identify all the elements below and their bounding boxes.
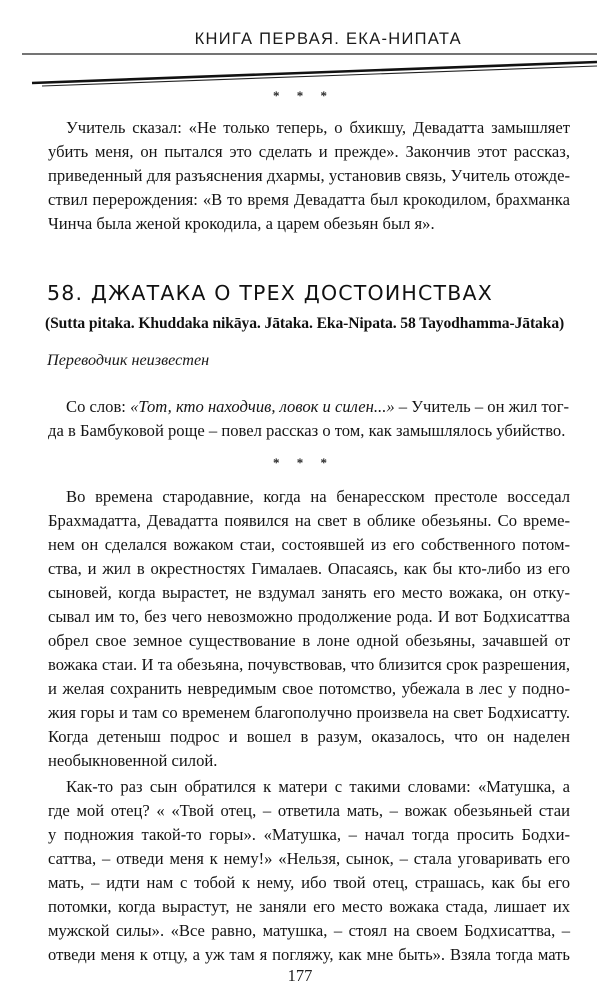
section-divider: * * * bbox=[273, 455, 334, 470]
text-line: ства, и жил в окрестностях Гималаев. Опасаясь, как бы кто-либо из его bbox=[48, 559, 570, 578]
text-line: Учитель сказал: «Не только теперь, о бхикшу, Девадатта замышляет bbox=[66, 118, 570, 137]
text-line: Брахмадатта, Девадатта появился на свет в облике обезьяны. Со време- bbox=[48, 511, 570, 530]
opening-prefix: Со слов: bbox=[66, 397, 131, 416]
text-line: Когда детеныш подрос и вошел в разум, оказалось, что он наделен bbox=[48, 727, 570, 746]
opening-quote: «Тот, кто находчив, ловок и силен...» bbox=[130, 397, 395, 416]
text-line: мужской силы». «Все равно, матушка, – стоял на своем Бодхисаттва, – bbox=[48, 921, 570, 940]
text-line: сыновей, когда вырастет, не вздумал занять его место вожака, он отку- bbox=[48, 583, 570, 602]
text-line: потомки, когда вырастут, не заняли его место вожака стада, лишает их bbox=[48, 897, 570, 916]
text-line: Во времена стародавние, когда на бенаресском престоле восседал bbox=[66, 487, 570, 506]
text-line: отведи меня к отцу, а уж там я погляжу, как мне быть». Взяла тогда мать bbox=[48, 945, 570, 964]
text-line: ствил перерождения: «В то время Девадатта был крокодилом, брахманка bbox=[48, 190, 570, 209]
text-line: обрел свое земное существование в лоне одной обезьяны, зачавшей от bbox=[48, 631, 570, 650]
text-line: убить меня, он пытался это сделать и прежде». Закончив этот рассказ, bbox=[48, 142, 570, 161]
text-line: Как-то раз сын обратился к матери с такими словами: «Матушка, а bbox=[66, 777, 570, 796]
opening-line bbox=[66, 395, 570, 419]
text-line: у подножия такой-то горы». «Матушка, – начал тогда просить Бодхи- bbox=[48, 825, 570, 844]
opening-rest: – Учитель – он жил тог- bbox=[394, 397, 570, 416]
chapter-title: 58. ДЖАТАКА О ТРЕХ ДОСТОИНСТВАХ bbox=[47, 281, 493, 305]
text-line: и желая сохранить невредимым свое потомство, убежала в лес у подно- bbox=[48, 679, 570, 698]
text-line: саттва, – отведи меня к нему!» «Нельзя, сынок, – стала уговаривать его bbox=[48, 849, 570, 868]
text-line: мать, – идти нам с тобой к нему, ибо твой отец, страшась, как бы его bbox=[48, 873, 570, 892]
text-line: Чинча была женой крокодила, а царем обезьян был я». bbox=[48, 214, 435, 233]
text-line: необыкновенной силой. bbox=[48, 751, 218, 770]
text-line: нем он сделался вожаком стаи, состоявшей из его собственного потом- bbox=[48, 535, 570, 554]
section-divider: * * * bbox=[273, 88, 334, 103]
text-line: вожака стаи. И та обезьяна, почувствовав, что близится срок разрешения, bbox=[48, 655, 570, 674]
page-number: 177 bbox=[287, 966, 313, 985]
translator-note: Переводчик неизвестен bbox=[47, 351, 210, 369]
running-head: КНИГА ПЕРВАЯ. ЕКА-НИПАТА bbox=[194, 30, 462, 48]
text-line: да в Бамбуковой роще – повел рассказ о том, как замышлялось убийство. bbox=[48, 421, 566, 440]
text-line: жия горы и там со временем благополучно произвела на свет Бодхисатту. bbox=[48, 703, 570, 722]
text-line: сывал им то, без чего невозможно продолжение рода. И вот Бодхисаттва bbox=[48, 607, 570, 626]
text-line: где мой отец? « «Твой отец, – ответила мать, – вожак обезьяньей стаи bbox=[48, 801, 570, 820]
text-line: приведенный для разъяснения дхармы, установив связь, Учитель отожде- bbox=[48, 166, 570, 185]
chapter-source: (Sutta pitaka. Khuddaka nikāya. Jātaka. Eka-Nipata. 58 Tayodhamma-Jātaka) bbox=[45, 315, 565, 332]
